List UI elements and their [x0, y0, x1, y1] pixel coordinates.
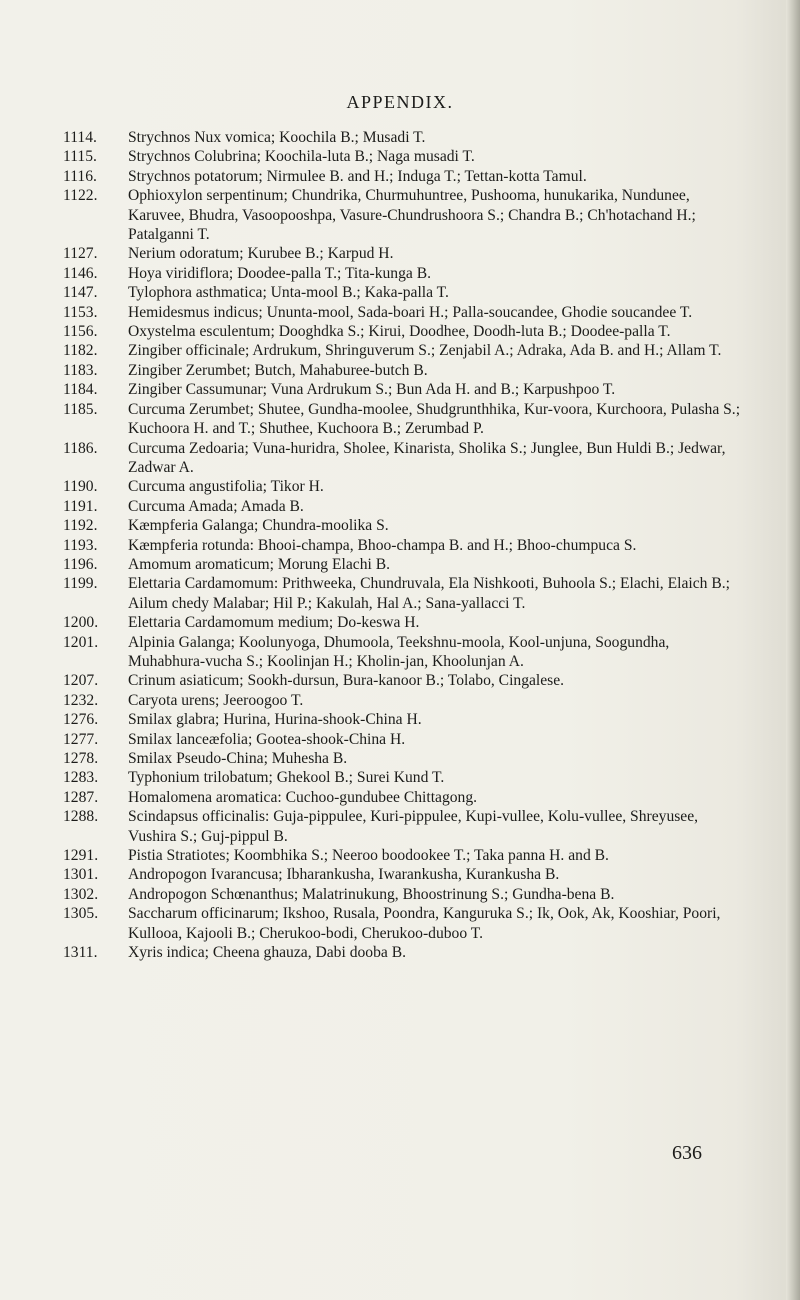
list-item [63, 477, 745, 496]
page-number: 636 [672, 1142, 702, 1164]
entry-number: 1190. [63, 478, 98, 496]
entry-text: Zingiber Cassumunar; Vuna Ardrukum S.; Bun Ada H. and B.; Karpushpoo T. [128, 381, 616, 399]
entry-text: Xyris indica; Cheena ghauza, Dabi dooba B. [128, 944, 407, 962]
list-item [63, 147, 745, 166]
entry-number: 1153. [63, 303, 98, 321]
list-item [63, 633, 745, 672]
list-item [63, 516, 745, 535]
list-item [63, 322, 745, 341]
list-item [63, 768, 745, 787]
entry-text: Pistia Stratiotes; Koombhika S.; Neeroo boodookee T.; Taka panna H. and B. [128, 847, 609, 865]
entry-text: Nerium odoratum; Kurubee B.; Karpud H. [128, 245, 394, 263]
entry-list [63, 128, 745, 962]
entry-number: 1207. [63, 672, 99, 690]
entry-number: 1200. [63, 614, 99, 632]
entry-number: 1199. [63, 575, 98, 593]
entry-number: 1291. [63, 847, 99, 865]
running-header: APPENDIX. [346, 92, 454, 112]
list-item [63, 283, 745, 302]
list-item [63, 497, 745, 516]
list-item [63, 186, 745, 244]
entry-number: 1116. [63, 167, 97, 185]
entry-number: 1115. [63, 148, 97, 166]
entry-number: 1146. [63, 264, 98, 282]
entry-text: Smilax Pseudo-China; Muhesha B. [128, 750, 348, 767]
entry-text: Hoya viridiflora; Doodee-palla T.; Tita-kunga B. [128, 264, 432, 282]
entry-text: Hemidesmus indicus; Ununta-mool, Sada-boari H.; Palla-soucandee, Ghodie soucandee T. [128, 303, 693, 321]
list-item [63, 128, 745, 147]
entry-text: Kæmpferia Galanga; Chundra-moolika S. [128, 517, 389, 535]
list-item [63, 380, 745, 399]
entry-number: 1305. [63, 905, 99, 923]
entry-text: Strychnos Colubrina; Koochila-luta B.; Naga musadi T. [128, 148, 475, 166]
entry-text: Oxystelma esculentum; Dooghdka S.; Kirui, Doodhee, Doodh-luta B.; Doodee-palla T. [128, 323, 671, 341]
entry-text: Andropogon Ivarancusa; Ibharankusha, Iwarankusha, Kurankusha B. [128, 866, 560, 884]
entry-text: Smilax lanceæfolia; Gootea-shook-China H. [128, 730, 406, 748]
entry-text: Curcuma Zerumbet; Shutee, Gundha-moolee, Shudgrunthhika, Kur-voora, Kurchoora, Pulasha S.; Kuchoora H. and T.; Shuthee, Kuchoora B.; Zerumbad P. [128, 400, 741, 438]
entry-text: Tylophora asthmatica; Unta-mool B.; Kaka-palla T. [128, 284, 449, 302]
entry-number: 1283. [63, 769, 99, 787]
entry-number: 1184. [63, 381, 98, 399]
entry-number: 1196. [63, 555, 98, 573]
list-item [63, 846, 745, 865]
entry-number: 1232. [63, 691, 99, 709]
entry-text: Zingiber officinale; Ardrukum, Shringuverum S.; Zenjabil A.; Adraka, Ada B. and H.; Allam T. [128, 342, 722, 360]
entry-number: 1201. [63, 633, 99, 651]
entry-number: 1193. [63, 536, 98, 554]
entry-text: Elettaria Cardamomum: Prithweeka, Chundruvala, Ela Nishkooti, Buhoola S.; Elachi, Elaich B.; Ailum chedy Malabar; Hil P.; Kakulah, Hal A.; Sana-yallacci T. [128, 575, 730, 612]
entry-number: 1288. [63, 808, 99, 826]
list-item [63, 671, 745, 690]
list-item [63, 244, 745, 263]
entry-text: Elettaria Cardamomum medium; Do-keswa H. [128, 614, 420, 632]
entry-number: 1183. [63, 361, 98, 379]
entry-text: Strychnos potatorum; Nirmulee B. and H.; Induga T.; Tettan-kotta Tamul. [128, 167, 587, 185]
entry-number: 1276. [63, 711, 99, 729]
list-item [63, 749, 745, 768]
list-item [63, 730, 745, 749]
list-item [63, 167, 745, 186]
entry-text: Curcuma Amada; Amada B. [128, 497, 304, 515]
entry-text: Saccharum officinarum; Ikshoo, Rusala, Poondra, Kanguruka S.; Ik, Ook, Ak, Kooshiar, Poori, Kullooa, Kajooli B.; Cherukoo-bodi, Cherukoo-duboo T. [128, 905, 721, 942]
entry-text: Strychnos Nux vomica; Koochila B.; Musadi T. [128, 129, 426, 146]
entry-text: Caryota urens; Jeeroogoo T. [128, 691, 304, 709]
entry-number: 1302. [63, 885, 99, 903]
entry-text: Kæmpferia rotunda: Bhooi-champa, Bhoo-champa B. and H.; Bhoo-chumpuca S. [128, 536, 637, 554]
entry-text: Ophioxylon serpentinum; Chundrika, Churmuhuntree, Pushooma, hunukarika, Nundunee, Karuvee, Bhudra, Vasoopooshpa, Vasure-Chundrushoora S.; Chandra B.; Ch'hotachand H.; Patalganni T. [128, 187, 696, 244]
entry-number: 1301. [63, 866, 99, 884]
entry-number: 1114. [63, 129, 97, 146]
list-item [63, 613, 745, 632]
list-item [63, 904, 745, 943]
list-item [63, 885, 745, 904]
entry-number: 1186. [63, 439, 98, 457]
list-item [63, 788, 745, 807]
entry-text: Crinum asiaticum; Sookh-dursun, Bura-kanoor B.; Tolabo, Cingalese. [128, 672, 565, 690]
list-item [63, 264, 745, 283]
list-item [63, 710, 745, 729]
entry-text: Amomum aromaticum; Morung Elachi B. [128, 555, 391, 573]
entry-number: 1192. [63, 517, 98, 535]
entry-text: Smilax glabra; Hurina, Hurina-shook-China H. [128, 711, 422, 729]
entry-number: 1191. [63, 497, 98, 515]
entry-text: Zingiber Zerumbet; Butch, Mahaburee-butch B. [128, 361, 428, 379]
list-item [63, 303, 745, 322]
entry-number: 1277. [63, 730, 99, 748]
entry-text: Andropogon Schœnanthus; Malatrinukung, Bhoostrinung S.; Gundha-bena B. [128, 885, 615, 903]
entry-number: 1127. [63, 245, 98, 263]
list-item [63, 555, 745, 574]
entry-text: Homalomena aromatica: Cuchoo-gundubee Chittagong. [128, 788, 478, 806]
list-item [63, 400, 745, 439]
list-item [63, 574, 745, 613]
entry-number: 1156. [63, 323, 98, 341]
list-item [63, 439, 745, 478]
entry-text: Curcuma angustifolia; Tikor H. [128, 478, 324, 496]
list-item [63, 807, 745, 846]
list-item [63, 536, 745, 555]
entry-text: Alpinia Galanga; Koolunyoga, Dhumoola, Teekshnu-moola, Kool-unjuna, Soogundha, Muhabhura-vucha S.; Koolinjan H.; Kholin-jan, Khoolunjan A. [128, 633, 670, 670]
entry-number: 1311. [63, 944, 98, 962]
entry-number: 1122. [63, 187, 98, 205]
list-item [63, 865, 745, 884]
entry-number: 1278. [63, 750, 99, 767]
page-edge [786, 0, 800, 1300]
entry-number: 1287. [63, 788, 99, 806]
list-item [63, 691, 745, 710]
list-item [63, 361, 745, 380]
entry-number: 1147. [63, 284, 98, 302]
entry-number: 1182. [63, 342, 98, 360]
entry-number: 1185. [63, 400, 98, 418]
entry-text: Scindapsus officinalis: Guja-pippulee, Kuri-pippulee, Kupi-vullee, Kolu-vullee, Shreyusee, Vushira S.; Guj-pippul B. [128, 808, 699, 845]
entry-text: Typhonium trilobatum; Ghekool B.; Surei Kund T. [128, 769, 445, 787]
list-item [63, 943, 745, 962]
entry-text: Curcuma Zedoaria; Vuna-huridra, Sholee, Kinarista, Sholika S.; Junglee, Bun Huldi B.; Jedwar, Zadwar A. [128, 439, 726, 476]
list-item [63, 341, 745, 360]
